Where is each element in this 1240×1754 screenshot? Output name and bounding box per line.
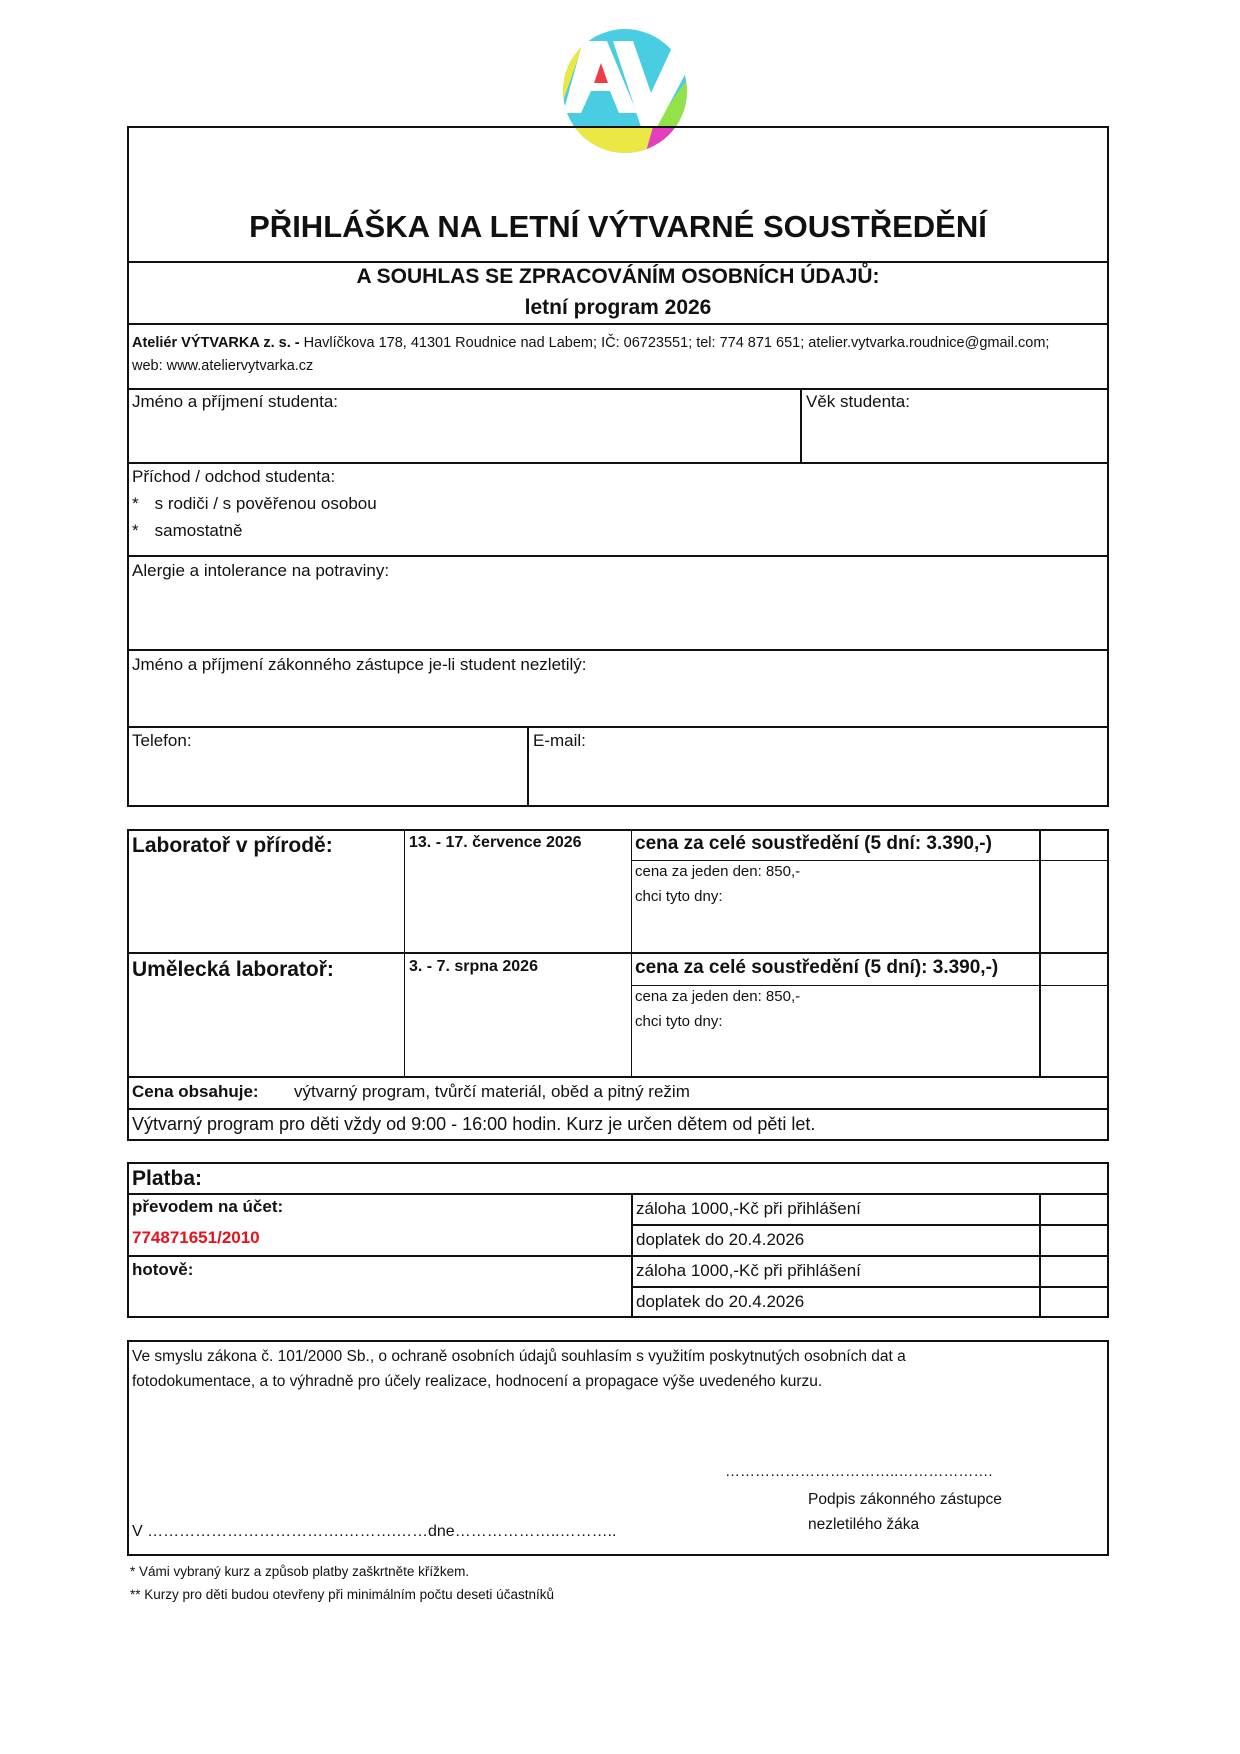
organization-web: web: www.ateliervytvarka.cz xyxy=(132,358,314,374)
email-label: E-mail: xyxy=(533,731,586,750)
course-full-checkbox[interactable] xyxy=(1041,954,1107,984)
organization-details: Havlíčkova 178, 41301 Roudnice nad Labem; IČ: 06723551; tel: 774 871 651; atelier.vytvarka.roudnice@gmail.com; xyxy=(299,335,1050,351)
bullet-asterisk: * xyxy=(132,521,139,540)
consent-text-line-1: Ve smyslu zákona č. 101/2000 Sb., o ochraně osobních údajů souhlasím s využitím poskytnutých osobních dat a xyxy=(132,1348,906,1365)
payment-title: Platba: xyxy=(132,1167,203,1190)
allergy-label: Alergie a intolerance na potraviny: xyxy=(132,561,390,580)
payment-section xyxy=(127,1162,1109,1318)
course-name: Laboratoř v přírodě: xyxy=(132,834,333,857)
payment-option-checkbox[interactable] xyxy=(1041,1288,1107,1316)
program-year: letní program 2026 xyxy=(524,296,712,319)
organization-info xyxy=(132,335,1049,352)
footnote: * Vámi vybraný kurz a způsob platby zaškrtněte křížkem. xyxy=(130,1564,470,1579)
includes-label: Cena obsahuje: xyxy=(132,1082,259,1101)
course-full-price: cena za celé soustředění (5 dní): 3.390,-) xyxy=(635,957,999,978)
place-date-line[interactable]: V ……………………………….……….……dne………………..……….. xyxy=(132,1523,617,1540)
signature-label: nezletilého žáka xyxy=(808,1516,920,1533)
signature-line[interactable]: ……………………………..………………. xyxy=(725,1463,993,1480)
transfer-label: převodem na účet: xyxy=(132,1197,284,1216)
payment-option-checkbox[interactable] xyxy=(1041,1257,1107,1285)
course-days-checkbox[interactable] xyxy=(1041,862,1107,951)
email-field[interactable] xyxy=(531,754,1106,804)
payment-option-checkbox[interactable] xyxy=(1041,1226,1107,1254)
payment-option-checkbox[interactable] xyxy=(1041,1195,1107,1223)
consent-text-line-2: fotodokumentace, a to výhradně pro účely realizace, hodnocení a propagace výše uvedeného kurzu. xyxy=(132,1373,823,1390)
form-subtitle: A SOUHLAS SE ZPRACOVÁNÍM OSOBNÍCH ÚDAJŮ: xyxy=(356,265,880,288)
student-name-field[interactable] xyxy=(129,415,797,460)
course-day-price: cena za jeden den: 850,- xyxy=(635,863,801,880)
allergy-field[interactable] xyxy=(129,584,1107,648)
payment-option-label: doplatek do 20.4.2026 xyxy=(636,1292,805,1311)
bank-account-number: 774871651/2010 xyxy=(132,1228,260,1247)
arrival-option-parents[interactable] xyxy=(132,494,377,514)
course-dates: 3. - 7. srpna 2026 xyxy=(409,958,538,975)
includes-value: výtvarný program, tvůrčí materiál, oběd a pitný režim xyxy=(294,1082,690,1101)
signature-label: Podpis zákonného zástupce xyxy=(808,1491,1002,1508)
cash-label: hotově: xyxy=(132,1260,194,1279)
payment-option-label: záloha 1000,-Kč při přihlášení xyxy=(636,1199,861,1218)
arrival-option-alone[interactable] xyxy=(132,521,243,541)
organization-name: Ateliér VÝTVARKA z. s. - xyxy=(132,335,300,351)
phone-label: Telefon: xyxy=(132,731,192,750)
payment-option-label: doplatek do 20.4.2026 xyxy=(636,1230,805,1249)
course-day-price: cena za jeden den: 850,- xyxy=(635,988,801,1005)
form-title: PŘIHLÁŠKA NA LETNÍ VÝTVARNÉ SOUSTŘEDĚNÍ xyxy=(249,209,987,244)
payment-option-label: záloha 1000,-Kč při přihlášení xyxy=(636,1261,861,1280)
phone-field[interactable] xyxy=(129,754,525,804)
guardian-name-field[interactable] xyxy=(129,678,1107,724)
arrival-option-label: s rodiči / s pověřenou osobou xyxy=(154,494,377,513)
course-days-checkbox[interactable] xyxy=(1041,987,1107,1075)
program-note: Výtvarný program pro děti vždy od 9:00 - 16:00 hodin. Kurz je určen dětem od pěti let. xyxy=(132,1114,816,1134)
course-full-price: cena za celé soustředění (5 dní: 3.390,-) xyxy=(635,833,992,854)
student-age-field[interactable] xyxy=(804,415,1106,460)
course-dates: 13. - 17. července 2026 xyxy=(409,834,582,851)
course-days-label: chci tyto dny: xyxy=(635,888,723,905)
course-days-label: chci tyto dny: xyxy=(635,1013,723,1030)
bullet-asterisk: * xyxy=(132,494,139,513)
footnote: ** Kurzy pro děti budou otevřeny při minimálním počtu deseti účastníků xyxy=(130,1587,554,1602)
course-name: Umělecká laboratoř: xyxy=(132,958,334,981)
student-age-label: Věk studenta: xyxy=(806,392,910,411)
course-full-checkbox[interactable] xyxy=(1041,831,1107,860)
arrival-option-label: samostatně xyxy=(154,521,243,540)
arrival-label: Příchod / odchod studenta: xyxy=(132,467,336,486)
guardian-name-label: Jméno a příjmení zákonného zástupce je-li student nezletilý: xyxy=(132,655,587,674)
student-name-label: Jméno a příjmení studenta: xyxy=(132,392,339,411)
